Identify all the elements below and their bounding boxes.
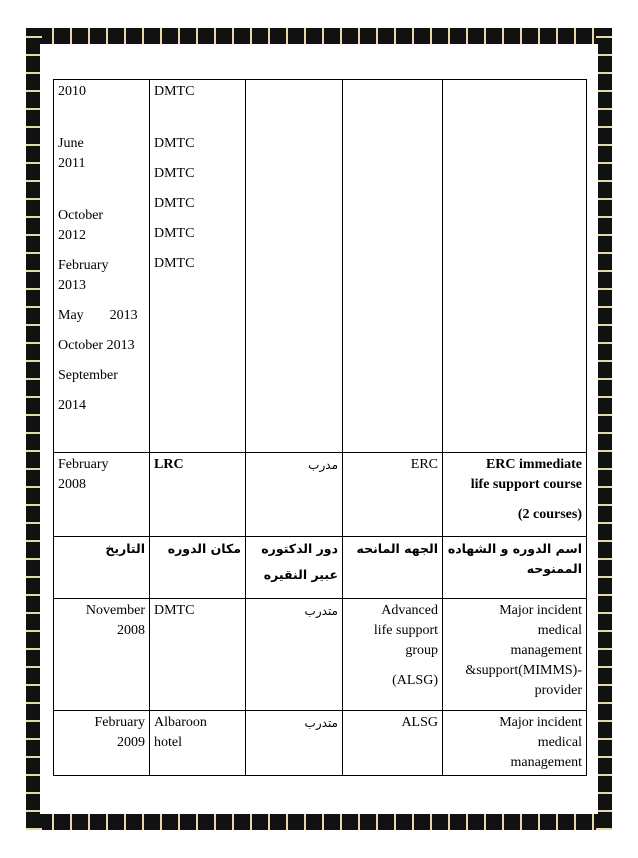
place-text: DMTC [154,136,195,151]
role-cell [246,80,343,453]
date-text: June [58,136,84,151]
course-text: management [510,755,582,770]
date-cell [54,599,150,711]
border-right [596,28,612,830]
role-text: متدرب [304,604,338,618]
place-text: hotel [154,735,182,750]
body-text: group [405,643,438,658]
date-text: 2009 [117,735,145,750]
date-cell [54,711,150,776]
place-text: LRC [154,457,184,472]
course-cell [443,80,587,453]
date-text: 2011 [58,156,86,171]
place-text: DMTC [154,226,195,241]
course-cell [443,453,587,537]
course-text: medical [537,735,582,750]
date-text: February [58,258,109,273]
body-cell [343,80,443,453]
date-text: 2008 [117,623,145,638]
place-text: Albaroon [154,715,207,730]
course-text: &support(MIMMS)- [465,663,582,678]
place-cell [150,80,246,453]
place-text: DMTC [154,603,195,618]
body-cell [343,453,443,537]
table-row [54,80,587,453]
body-text: ALSG [401,715,438,730]
date-text: October [58,208,104,223]
date-text: September [58,368,118,383]
place-text: DMTC [154,196,195,211]
body-text: ERC [410,457,438,472]
body-text: (ALSG) [392,673,438,688]
course-cell [443,711,587,776]
border-bottom [26,812,612,830]
course-text: medical [537,623,582,638]
date-text: May 2013 [58,308,138,323]
course-text: Major incident [499,603,582,618]
date-text: 2013 [58,278,86,293]
date-text: 2012 [58,228,86,243]
course-text: provider [534,683,582,698]
date-cell [54,80,150,453]
date-text: November [85,603,145,618]
header-place: مكان الدوره [150,537,246,599]
place-cell [150,599,246,711]
date-text: October 2013 [58,338,135,353]
header-body: الجهه المانحه [343,537,443,599]
table-row [54,453,587,537]
place-cell [150,453,246,537]
date-text: 2010 [58,84,86,99]
role-text: متدرب [304,716,338,730]
date-text: 2014 [58,398,86,413]
date-text: 2008 [58,477,86,492]
courses-table [53,79,587,776]
role-cell [246,711,343,776]
table-row [54,599,587,711]
course-text: life support course [470,477,582,492]
role-cell [246,453,343,537]
body-cell [343,711,443,776]
role-cell [246,599,343,711]
place-text: DMTC [154,84,195,99]
date-text: February [94,715,145,730]
role-text: مدرب [308,458,338,472]
body-text: life support [373,623,438,638]
header-course: اسم الدوره و الشهاده الممنوحه [443,537,587,599]
place-text: DMTC [154,166,195,181]
course-text: Major incident [499,715,582,730]
date-cell [54,453,150,537]
course-text: (2 courses) [517,507,582,522]
place-cell [150,711,246,776]
table-row [54,711,587,776]
header-role: دور الدكتوره عبير النقيره [246,537,343,599]
header-date: التاريخ [54,537,150,599]
place-text: DMTC [154,256,195,271]
body-text: Advanced [381,603,438,618]
course-cell [443,599,587,711]
table-header-row [54,537,587,599]
course-text: ERC immediate [485,457,582,472]
course-text: management [510,643,582,658]
date-text: February [58,457,109,472]
body-cell [343,599,443,711]
